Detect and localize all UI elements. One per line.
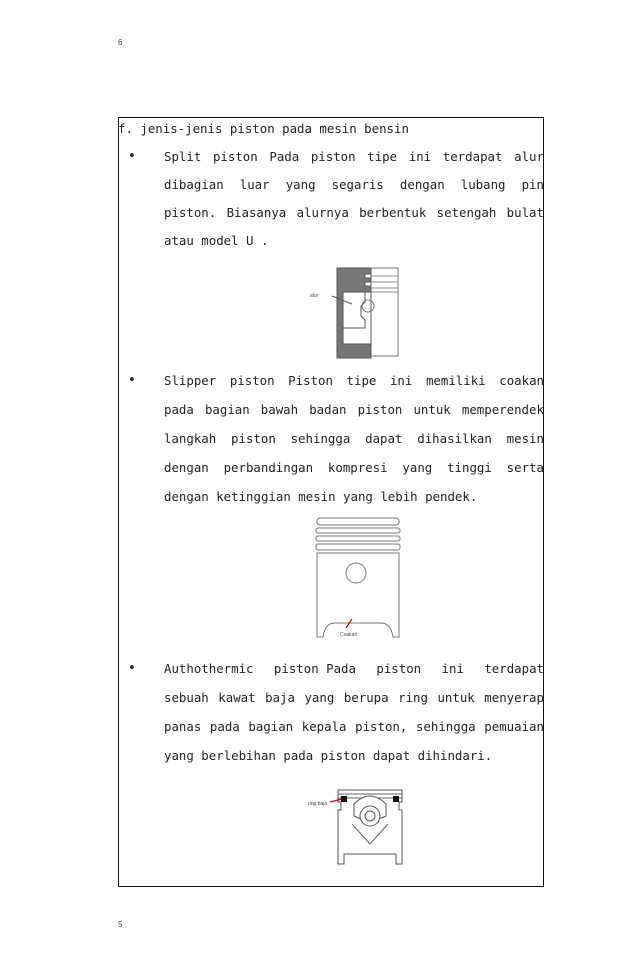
word: pada: [209, 719, 240, 734]
word: Split: [164, 149, 202, 164]
section-heading: f. jenis-jenis piston pada mesin bensin: [118, 121, 409, 136]
paragraph-line: [164, 460, 544, 475]
word: alur: [514, 149, 544, 164]
word: piston: [357, 402, 403, 417]
word: dibagian: [164, 177, 224, 192]
word: atau model U .: [164, 233, 269, 248]
word: bagian: [248, 719, 294, 734]
bullet-2: •: [128, 373, 136, 388]
paragraph-line: [164, 233, 544, 248]
paragraph-line: [164, 402, 544, 417]
word: dapat: [365, 431, 403, 446]
word: tipe: [367, 149, 398, 164]
word: dengan ketinggian mesin yang lebih pendek.: [164, 489, 478, 504]
word: berupa: [343, 690, 389, 705]
word: sebuah: [164, 690, 209, 705]
word: ini: [441, 661, 464, 676]
paragraph-line: [164, 149, 544, 164]
word: yang: [402, 460, 433, 475]
word: piston Pada: [273, 661, 356, 676]
word: yang: [285, 177, 316, 192]
word: lubang: [460, 177, 506, 192]
word: bulat: [506, 205, 544, 220]
word: yang berlebihan pada piston dapat dihindari.: [164, 748, 493, 763]
word: luar: [239, 177, 270, 192]
word: coakan: [499, 373, 544, 388]
word: untuk: [413, 402, 451, 417]
word: terdapat: [484, 661, 544, 676]
word: ini: [389, 373, 413, 388]
slipper-piston-callout: Coakan: [340, 632, 358, 638]
word: piston,: [355, 719, 408, 734]
page-number-bottom: 5: [118, 920, 123, 929]
word: dengan: [399, 177, 445, 192]
bullet-1: •: [128, 149, 136, 164]
word: menyerap: [484, 690, 544, 705]
word: Authothermic: [164, 661, 254, 676]
word: bawah: [260, 402, 299, 417]
word: berbentuk: [359, 205, 427, 220]
paragraph-line: [164, 690, 544, 705]
word: Pada: [269, 149, 300, 164]
word: Biasanya: [226, 205, 287, 220]
word: alurnya: [296, 205, 349, 220]
word: segaris: [331, 177, 384, 192]
word: badan: [309, 402, 347, 417]
word: memiliki: [425, 373, 486, 388]
word: sehingga: [290, 431, 351, 446]
slipper-piston-figure: [312, 516, 404, 646]
word: piston: [231, 431, 276, 446]
word: kompresi: [327, 460, 388, 475]
word: langkah: [164, 431, 217, 446]
bullet-3: •: [128, 661, 136, 676]
word: dengan: [164, 460, 209, 475]
word: setengah: [436, 205, 497, 220]
word: ring: [398, 690, 428, 705]
word: bagian: [204, 402, 250, 417]
word: piston: [212, 149, 258, 164]
split-piston-figure: [308, 262, 408, 360]
split-piston-callout: alur: [310, 293, 319, 299]
word: pemuaian: [484, 719, 544, 734]
word: panas: [164, 719, 202, 734]
paragraph-line: [164, 489, 544, 504]
word: mesin: [506, 431, 544, 446]
word: dihasilkan: [417, 431, 492, 446]
word: ini: [408, 149, 432, 164]
word: memperendek: [461, 402, 544, 417]
word: tinggi: [447, 460, 492, 475]
page-number-top: 6: [118, 38, 123, 47]
word: baja: [265, 690, 295, 705]
word: piston: [310, 149, 356, 164]
word: piston.: [164, 205, 217, 220]
paragraph-line: [164, 205, 544, 220]
paragraph-line: [164, 177, 544, 192]
paragraph-line: [164, 719, 544, 734]
word: pada: [164, 402, 194, 417]
paragraph-line: [164, 373, 544, 388]
authothermic-piston-callout: ring baja: [308, 801, 328, 807]
word: sehingga: [415, 719, 476, 734]
word: tipe: [346, 373, 377, 388]
word: terdapat: [442, 149, 503, 164]
paragraph-line: [164, 431, 544, 446]
word: piston: [229, 373, 275, 388]
word: kawat: [218, 690, 256, 705]
word: perbandingan: [223, 460, 314, 475]
word: kepala: [301, 719, 347, 734]
paragraph-line: [164, 748, 544, 763]
word: serta: [506, 460, 544, 475]
paragraph-line: [164, 661, 544, 676]
word: Slipper: [164, 373, 217, 388]
word: pin: [521, 177, 544, 192]
word: untuk: [437, 690, 475, 705]
authothermic-piston-figure: [306, 784, 410, 870]
word: yang: [304, 690, 335, 705]
word: Piston: [288, 373, 333, 388]
word: piston: [376, 661, 422, 676]
